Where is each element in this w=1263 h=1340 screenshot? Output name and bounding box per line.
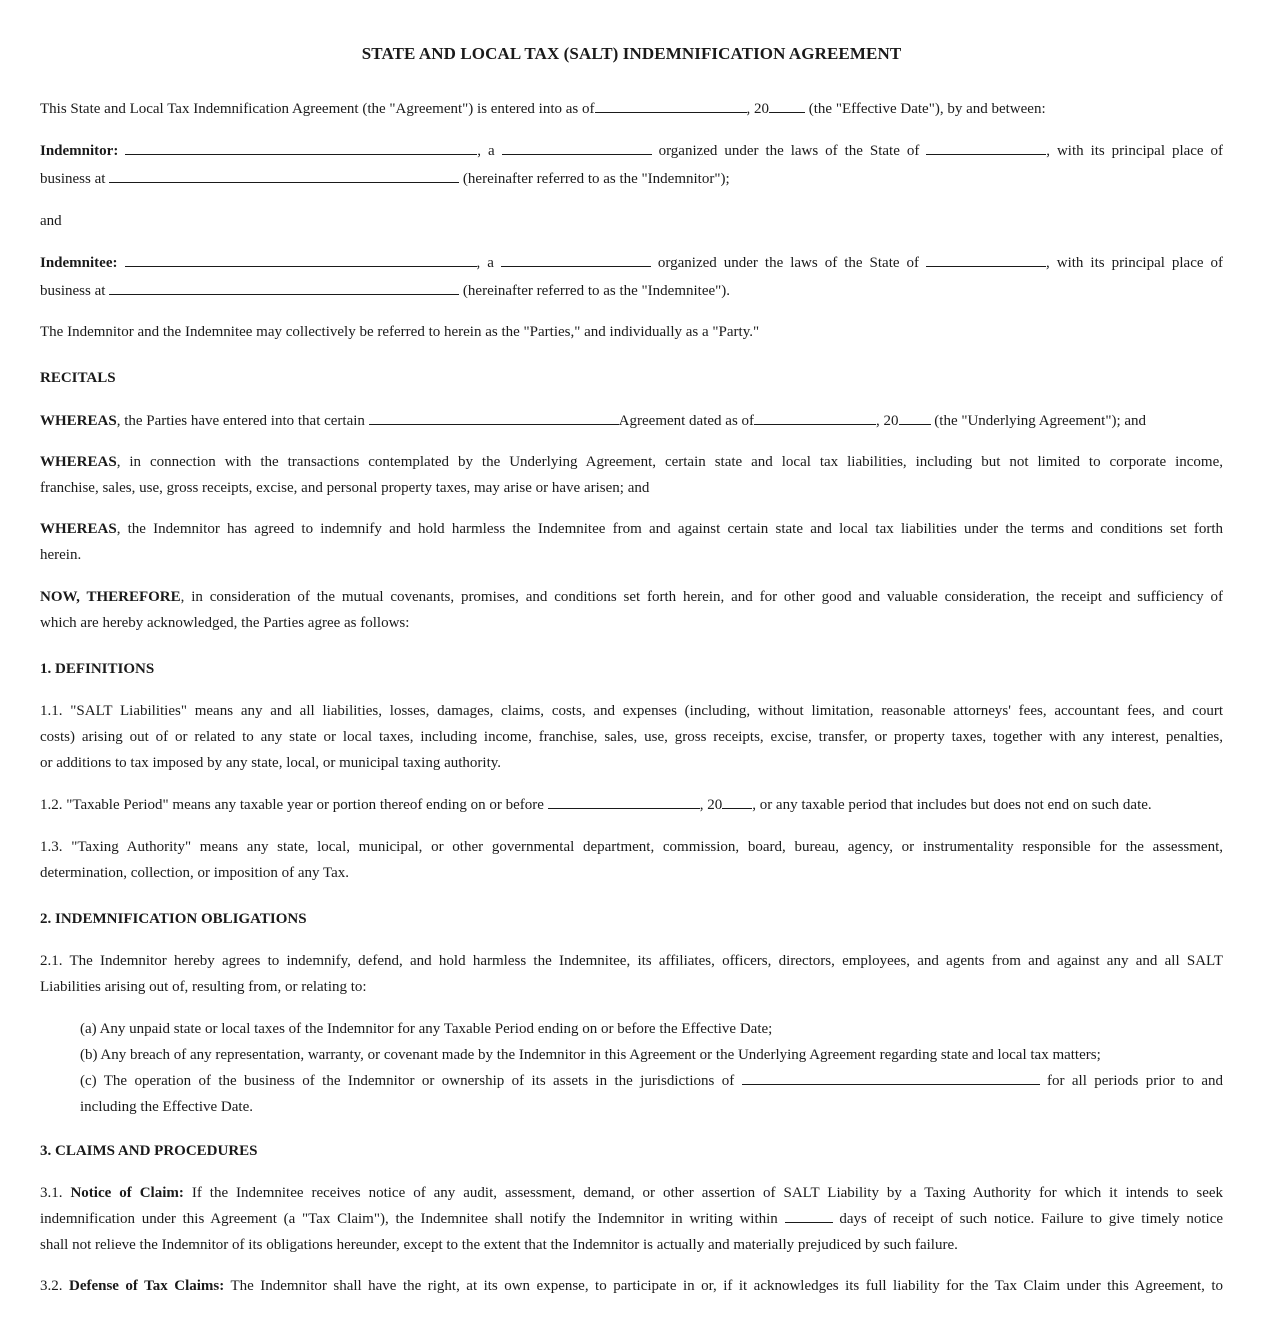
def-1-2-text-c: , or any taxable period that includes but does not end on such date. [752,797,1152,813]
claims-3-1-text-2b: days of receipt of such notice. Failure to give timely notice [839,1211,1224,1227]
section-2-heading: 2. INDEMNIFICATION OBLIGATIONS [40,911,307,927]
item-c-line-1 [80,1068,1223,1094]
whereas-3-text-1: , the Indemnitor has agreed to indemnify and hold harmless the Indemnitee from and against certain state and local tax liabilities under the terms and conditions set forth [116,521,1223,537]
def-1-1-line-3: or additions to tax imposed by any state, local, or municipal taxing authority. [40,755,502,771]
whereas-1-text-b: Agreement dated as of [618,413,755,429]
section-3-heading: 3. CLAIMS AND PROCEDURES [40,1143,258,1159]
indemnitee-a: , a [476,255,494,271]
underlying-agreement-date-blank[interactable] [754,412,876,425]
taxable-period-year-blank[interactable] [722,796,752,809]
agreement-page [0,44,1263,1299]
whereas-2-text-1: , in connection with the transactions contemplated by the Underlying Agreement, certain state and local tax liabilities, including but not limited to corporate income, [116,454,1223,470]
indemnitor-line-1 [40,138,1223,164]
def-1-1-line-1: 1.1. "SALT Liabilities" means any and all liabilities, losses, damages, claims, costs, and expenses (including, without limitation, reasonable attorneys' fees, accountant fees, and court [40,703,1223,719]
item-c-line-2: including the Effective Date. [80,1099,253,1115]
def-1-2 [40,792,1223,818]
indemnitor-label: Indemnitor: [40,143,119,159]
indemnitor-a: , a [477,143,495,159]
indemnitor-state-blank[interactable] [926,142,1046,155]
indemnitee-entity-type-blank[interactable] [501,254,651,267]
underlying-agreement-year-blank[interactable] [899,412,931,425]
section-1-heading: 1. DEFINITIONS [40,661,155,677]
claims-3-2-text-1: The Indemnitor shall have the right, at its own expense, to participate in or, if it acknowledges its full liability for the Tax Claim under this Agreement, to [230,1278,1224,1294]
and-text: and [40,213,62,229]
now-therefore-text-1: , in consideration of the mutual covenants, promises, and conditions set forth herein, and for other good and valuable consideration, the receipt and sufficiency of [180,589,1223,605]
intro-paragraph [40,96,1223,122]
def-1-3-line-2: determination, collection, or imposition of any Tax. [40,865,350,881]
indemnitor-business-at: business at [40,171,106,187]
effective-year-blank[interactable] [769,100,805,113]
whereas-2-line-2: franchise, sales, use, gross receipts, excise, and personal property taxes, may arise or have arisen; and [40,480,650,496]
whereas-1-text-d: (the "Underlying Agreement"); and [934,413,1147,429]
taxable-period-date-blank[interactable] [548,796,700,809]
claims-3-2-lead: Defense of Tax Claims: [68,1278,225,1294]
indemnitee-referred-text: (hereinafter referred to as the "Indemnitee"). [462,283,731,299]
claims-3-1-text-2a: indemnification under this Agreement (a "Tax Claim"), the Indemnitee shall notify the Indemnitor in writing within [40,1211,778,1227]
effective-date-blank[interactable] [595,100,747,113]
indemnitor-address-blank[interactable] [109,170,459,183]
item-c-text-1: (c) The operation of the business of the Indemnitor or ownership of its assets in the jurisdictions of [80,1073,735,1089]
indemnitee-name-blank[interactable] [125,254,477,267]
whereas-1-lead: WHEREAS [40,413,117,429]
claims-3-1-lead: Notice of Claim: [70,1185,184,1201]
jurisdictions-blank[interactable] [742,1072,1040,1085]
indemnification-items [40,1016,1223,1120]
claims-3-1-number: 3.1. [40,1185,63,1201]
claims-3-1-line-3: shall not relieve the Indemnitor of its obligations hereunder, except to the extent that the Indemnitor is actually and materially prejudiced by such failure. [40,1237,958,1253]
indemnitee-label: Indemnitee: [40,255,118,271]
def-1-2-text-a: 1.2. "Taxable Period" means any taxable year or portion thereof ending on or before [40,797,544,813]
notice-days-blank[interactable] [785,1210,833,1223]
claims-3-2-number: 3.2. [40,1278,63,1294]
whereas-3-line-1 [40,516,1223,542]
claims-3-1-line-1 [40,1180,1223,1206]
indemnification-2-1-line-2: Liabilities arising out of, resulting from, or relating to: [40,979,367,995]
whereas-3-lead: WHEREAS [40,521,117,537]
indemnitor-referred-text: (hereinafter referred to as the "Indemnitor"); [462,171,730,187]
indemnitee-line-1 [40,250,1223,276]
def-1-3-line-1: 1.3. "Taxing Authority" means any state, local, municipal, or other governmental department, commission, board, bureau, agency, or instrumentality responsible for the assessment, [40,839,1223,855]
whereas-3-line-2: herein. [40,547,82,563]
claims-3-1-text-1: If the Indemnitee receives notice of any audit, assessment, demand, or other assertion of SALT Liability by a Taxing Authority for which it intends to seek [191,1185,1224,1201]
item-c-text-2: for all periods prior to and [1047,1073,1224,1089]
indemnitor-line-2 [40,166,1223,192]
parties-paragraph: The Indemnitor and the Indemnitee may collectively be referred to herein as the "Parties," and individually as a "Party." [40,324,760,340]
intro-year-prefix: , 20 [746,101,769,117]
indemnitee-principal-text: , with its principal place of [1046,255,1224,271]
whereas-2-line-1 [40,449,1223,475]
whereas-1-text-a: , the Parties have entered into that certain [116,413,365,429]
item-b: (b) Any breach of any representation, warranty, or covenant made by the Indemnitor in this Agreement or the Underlying Agreement regarding state and local tax matters; [80,1047,1101,1063]
indemnitee-business-at: business at [40,283,106,299]
now-therefore-lead: NOW, THEREFORE [40,589,181,605]
document-title: STATE AND LOCAL TAX (SALT) INDEMNIFICATION AGREEMENT [361,44,902,63]
intro-text: This State and Local Tax Indemnification Agreement (the "Agreement") is entered into as of [40,101,595,117]
indemnitor-entity-type-blank[interactable] [502,142,652,155]
def-1-2-year-prefix: , 20 [699,797,723,813]
indemnification-2-1-line-1: 2.1. The Indemnitor hereby agrees to indemnify, defend, and hold harmless the Indemnitee, its affiliates, officers, directors, employees, and agents from and against any and all SALT [40,953,1223,969]
indemnitor-name-blank[interactable] [125,142,477,155]
now-therefore-line-1 [40,584,1223,610]
item-a: (a) Any unpaid state or local taxes of the Indemnitor for any Taxable Period ending on or before the Effective Date; [80,1021,773,1037]
whereas-2-lead: WHEREAS [40,454,117,470]
claims-3-1-line-2 [40,1206,1223,1232]
indemnitee-laws-text: organized under the laws of the State of [657,255,920,271]
indemnitee-address-blank[interactable] [109,282,459,295]
now-therefore-line-2: which are hereby acknowledged, the Parties agree as follows: [40,615,410,631]
recitals-heading: RECITALS [40,370,116,386]
indemnitee-state-blank[interactable] [926,254,1046,267]
claims-3-2-line-1 [40,1273,1223,1299]
indemnitor-principal-text: , with its principal place of [1046,143,1224,159]
underlying-agreement-name-blank[interactable] [369,412,619,425]
whereas-1-year-prefix: , 20 [876,413,899,429]
whereas-1 [40,408,1223,434]
indemnitor-laws-text: organized under the laws of the State of [658,143,920,159]
intro-text-end: (the "Effective Date"), by and between: [808,101,1046,117]
indemnitee-line-2 [40,278,1223,304]
def-1-1-line-2: costs) arising out of or related to any state or local taxes, including income, franchise, sales, use, gross receipts, excise, transfer, or property taxes, together with any interest, penalties, [40,729,1223,745]
